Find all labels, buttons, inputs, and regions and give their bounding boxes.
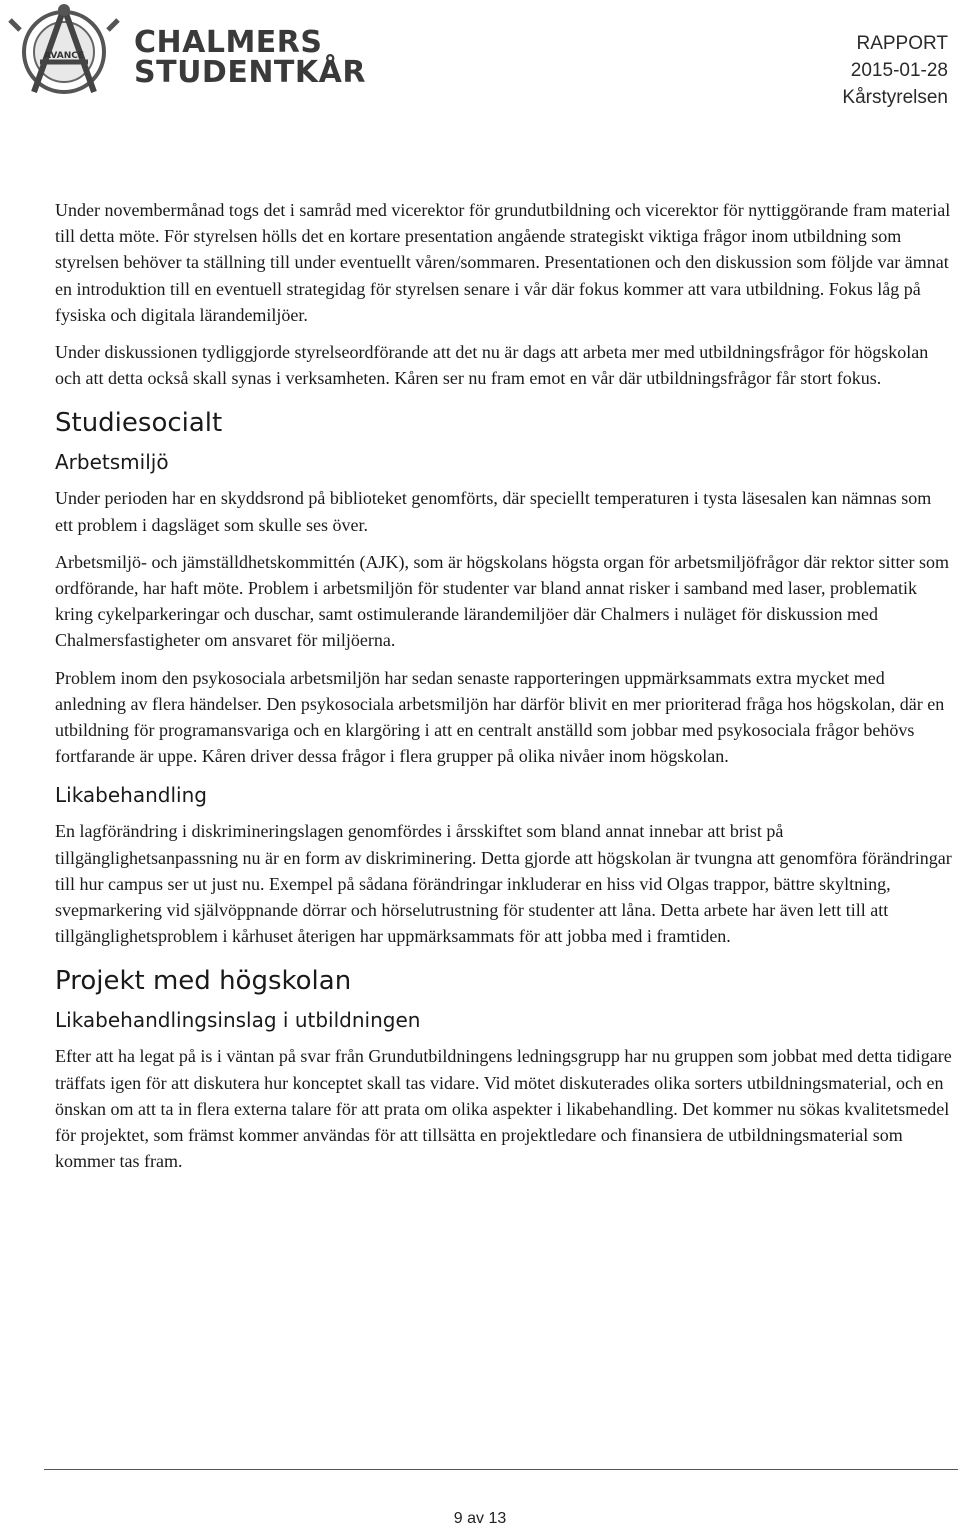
logo-line-1: CHALMERS: [134, 25, 323, 60]
paragraph: Under perioden har en skyddsrond på biblioteket genomförts, där speciellt temperaturen i tysta läsesalen kan nämnas som ett problem i dagsläget som skulle ses över.: [55, 488, 932, 535]
subheading-arbetsmiljo: Arbetsmiljö: [55, 450, 169, 475]
chalmers-studentkar-logo: [0, 0, 366, 100]
paragraph: Efter att ha legat på is i väntan på svar från Grundutbildningens ledningsgrupp har nu gruppen som jobbat med detta tidigare träffats igen för att diskutera hur konceptet skall tas vidare. Vid mötet diskuterades olika sorters utbildningsmaterial, och en önskan om att ta in flera externa talare för att prata om olika aspekter i likabehandling. Det kommer nu sökas kvalitetsmedel för projektet, som främst kommer användas för att tillsätta en projektledare och finansiera de utbildningsmaterial som kommer tas fram.: [55, 1046, 952, 1172]
logo-wordmark: [134, 25, 366, 90]
logo-line-2: STUDENTKÅR: [134, 55, 366, 90]
subheading-likabehandling: Likabehandling: [55, 783, 207, 808]
emblem-text: AVANCE: [44, 51, 84, 61]
document-body: [55, 197, 952, 1185]
chalmers-emblem-icon: [0, 0, 130, 100]
section-heading-studiesocialt: Studiesocialt: [55, 408, 223, 439]
doc-date: 2015-01-28: [850, 60, 948, 81]
page-number: 9 av 13: [453, 1510, 507, 1527]
subheading-likabehandlingsinslag: Likabehandlingsinslag i utbildningen: [55, 1008, 421, 1033]
paragraph: Under novembermånad togs det i samråd med vicerektor för grundutbildning och vicerektor för nyttiggörande fram material till detta möte. För styrelsen hölls det en kortare presentation angående strategiskt viktiga frågor inom utbildning som styrelsen behöver ta ställning till under eventuellt våren/sommaren. Presentationen och den diskussion som följde var ämnat en introduktion till en eventuell strategidag för styrelsen senare i vår där fokus kommer att vara utbildning. Fokus låg på fysiska och digitala lärandemiljöer.: [55, 200, 951, 325]
doc-type: RAPPORT: [856, 33, 948, 54]
section-heading-projekt: Projekt med högskolan: [55, 966, 352, 997]
paragraph: Problem inom den psykosociala arbetsmiljön har sedan senaste rapporteringen uppmärksammats extra mycket med anledning av flera händelser. Den psykosociala arbetsmiljön har därför blivit en mer prioriterad fråga hos högskolan, där en utbildning för programansvariga och en klargöring i att en centralt anställd som jobbar med psykosociala frågor behövs fortfarande är uppe. Kåren driver dessa frågor i flera grupper på olika nivåer inom högskolan.: [55, 667, 945, 767]
footer-divider: [44, 1469, 958, 1470]
document-meta: [842, 30, 948, 111]
paragraph: Arbetsmiljö- och jämställdhetskommittén (AJK), som är högskolans högsta organ för arbetsmiljöfrågor där rektor sitter som ordförande, har haft möte. Problem i arbetsmiljön för studenter var bland annat risker i samband med laser, problematik kring cykelparkeringar och duschar, samt ostimulerande lärandemiljöer där Chalmers i nuläget för diskussion med Chalmersfastigheter om ansvaret för miljöerna.: [55, 551, 949, 651]
doc-author: Kårstyrelsen: [842, 87, 948, 108]
paragraph: En lagförändring i diskrimineringslagen genomfördes i årsskiftet som bland annat innebar att brist på tillgänglighetsanpassning nu är en form av diskriminering. Detta gjorde att högskolan är tvungna att genomföra förändringar till hur campus ser ut just nu. Exempel på sådana förändringar inkluderar en hiss vid Olgas trappor, bättre skyltning, svepmarkering vid självöppnande dörrar och hörselutrustning för studenter att låna. Detta arbete har även lett till att tillgänglighetsproblem i kårhuset återigen har uppmärksammats för att jobba med i framtiden.: [55, 821, 952, 947]
paragraph: Under diskussionen tydliggjorde styrelseordförande att det nu är dags att arbeta mer med utbildningsfrågor för högskolan och att detta också skall synas i verksamheten. Kåren ser nu fram emot en vår där utbildningsfrågor får stort fokus.: [55, 342, 929, 389]
